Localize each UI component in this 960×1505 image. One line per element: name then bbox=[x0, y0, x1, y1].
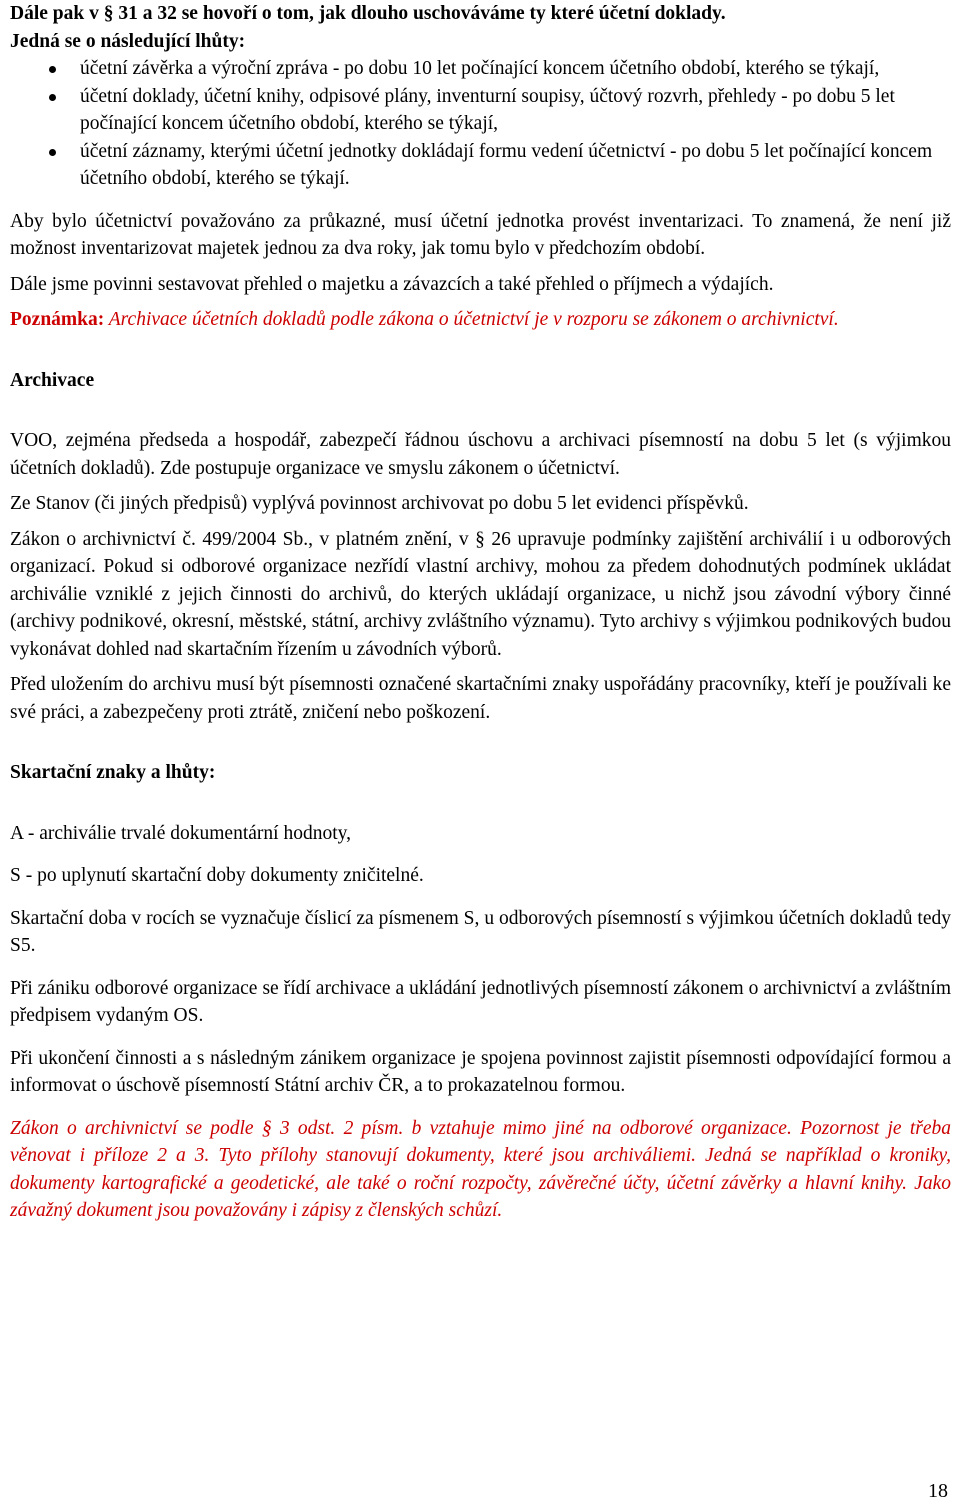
list-item: účetní záznamy, kterými účetní jednotky dokládají formu vedení účetnictví - po dobu 5 let počínající koncem účetního období, kterého se týkají. bbox=[10, 138, 951, 193]
note-label: Poznámka: bbox=[10, 309, 105, 330]
list-item: účetní závěrka a výroční zpráva - po dobu 10 let počínající koncem účetního období, kterého se týkají, bbox=[10, 55, 951, 83]
archive-paragraph-1: VOO, zejména předseda a hospodář, zabezpečí řádnou úschovu a archivaci písemností na dobu 5 let (s výjimkou účetních dokladů). Zde postupuje organizace ve smyslu zákonem o účetnictví. bbox=[10, 430, 951, 479]
inventory-paragraph: Aby bylo účetnictví považováno za průkazné, musí účetní jednotka provést inventarizaci. To znamená, že není již možnost inventarizovat majetek jednou za dva roky, jak tomu bylo v předchozím období. bbox=[10, 210, 951, 259]
archive-paragraph-3: Zákon o archivnictví č. 499/2004 Sb., v platném znění, v § 26 upravuje podmínky zajištění archiválií i u odborových organizací. Pokud si odborové organizace nezřídí vlastní archivy, mohou za předem dohodnutých podmínek ukládat archiválie vzniklé z jejich činnosti do archivů, do kterých ukládají organizace, u nichž jsou závodní výbory činné (archivy podnikové, okresní, městské, státní, archivy zvláštního významu). Tyto archivy s výjimkou podnikových budou vykonávat dohled nad skartačním řízením u závodních výborů. bbox=[10, 528, 951, 660]
shredding-paragraph-2: Při zániku odborové organizace se řídí archivace a ukládání jednotlivých písemností zákonem o archivnictví a zvláštním předpisem vydaným OS. bbox=[10, 977, 951, 1026]
page-number: 18 bbox=[928, 1479, 948, 1502]
shredding-heading: Skartační znaky a lhůty: bbox=[10, 762, 216, 783]
archive-heading: Archivace bbox=[10, 369, 95, 391]
archive-paragraph-4: Před uložením do archivu musí být písemnosti označené skartačními znaky uspořádány pracovníky, kteří je používali ke své práci, a zabezpečeny proti ztrátě, zničení nebo poškození. bbox=[10, 674, 951, 723]
archive-paragraph-2: Ze Stanov (či jiných předpisů) vyplývá povinnost archivovat po dobu 5 let evidenci příspěvků. bbox=[10, 493, 749, 514]
shredding-mark-a: A - archiválie trvalé dokumentární hodnoty, bbox=[10, 822, 351, 844]
shredding-paragraph-1: Skartační doba v rocích se vyznačuje číslicí za písmenem S, u odborových písemností s výjimkou účetních dokladů tedy S5. bbox=[10, 907, 951, 956]
note-paragraph bbox=[10, 306, 951, 334]
list-item: účetní doklady, účetní knihy, odpisové plány, inventurní soupisy, účtový rozvrh, přehledy - po dobu 5 let počínající koncem účetního období, kterého se týkají, bbox=[10, 83, 951, 138]
shredding-mark-s: S - po uplynutí skartační doby dokumenty zničitelné. bbox=[10, 865, 424, 886]
overview-paragraph: Dále jsme povinni sestavovat přehled o majetku a závazcích a také přehled o příjmech a výdajích. bbox=[10, 273, 774, 295]
note-text: Archivace účetních dokladů podle zákona o účetnictví je v rozporu se zákonem o archivnictví. bbox=[104, 309, 839, 330]
shredding-paragraph-3: Při ukončení činnosti a s následným zánikem organizace je spojena povinnost zajistit písemnosti odpovídající formou a informovat o úschově písemností Státní archiv ČR, a to prokazatelnou formou. bbox=[10, 1047, 951, 1096]
archive-law-red-note: Zákon o archivnictví se podle § 3 odst. 2 písm. b vztahuje mimo jiné na odborové organizace. Pozornost je třeba věnovat i příloze 2 a 3. Tyto přílohy stanovují dokumenty, které jsou archiváliemi. Jedná se například o kroniky, dokumenty kartografické a geodetické, ale také o roční rozpočty, závěrečné účty, účetní závěrky a hlavní knihy. Jako závažný dokument jsou považovány i zápisy z členských schůzí. bbox=[10, 1117, 951, 1221]
intro-line-2: Jedná se o následující lhůty: bbox=[10, 30, 246, 52]
retention-periods-list bbox=[10, 55, 951, 193]
intro-line-1: Dále pak v § 31 a 32 se hovoří o tom, jak dlouho uschováváme ty které účetní doklady. bbox=[10, 3, 726, 24]
